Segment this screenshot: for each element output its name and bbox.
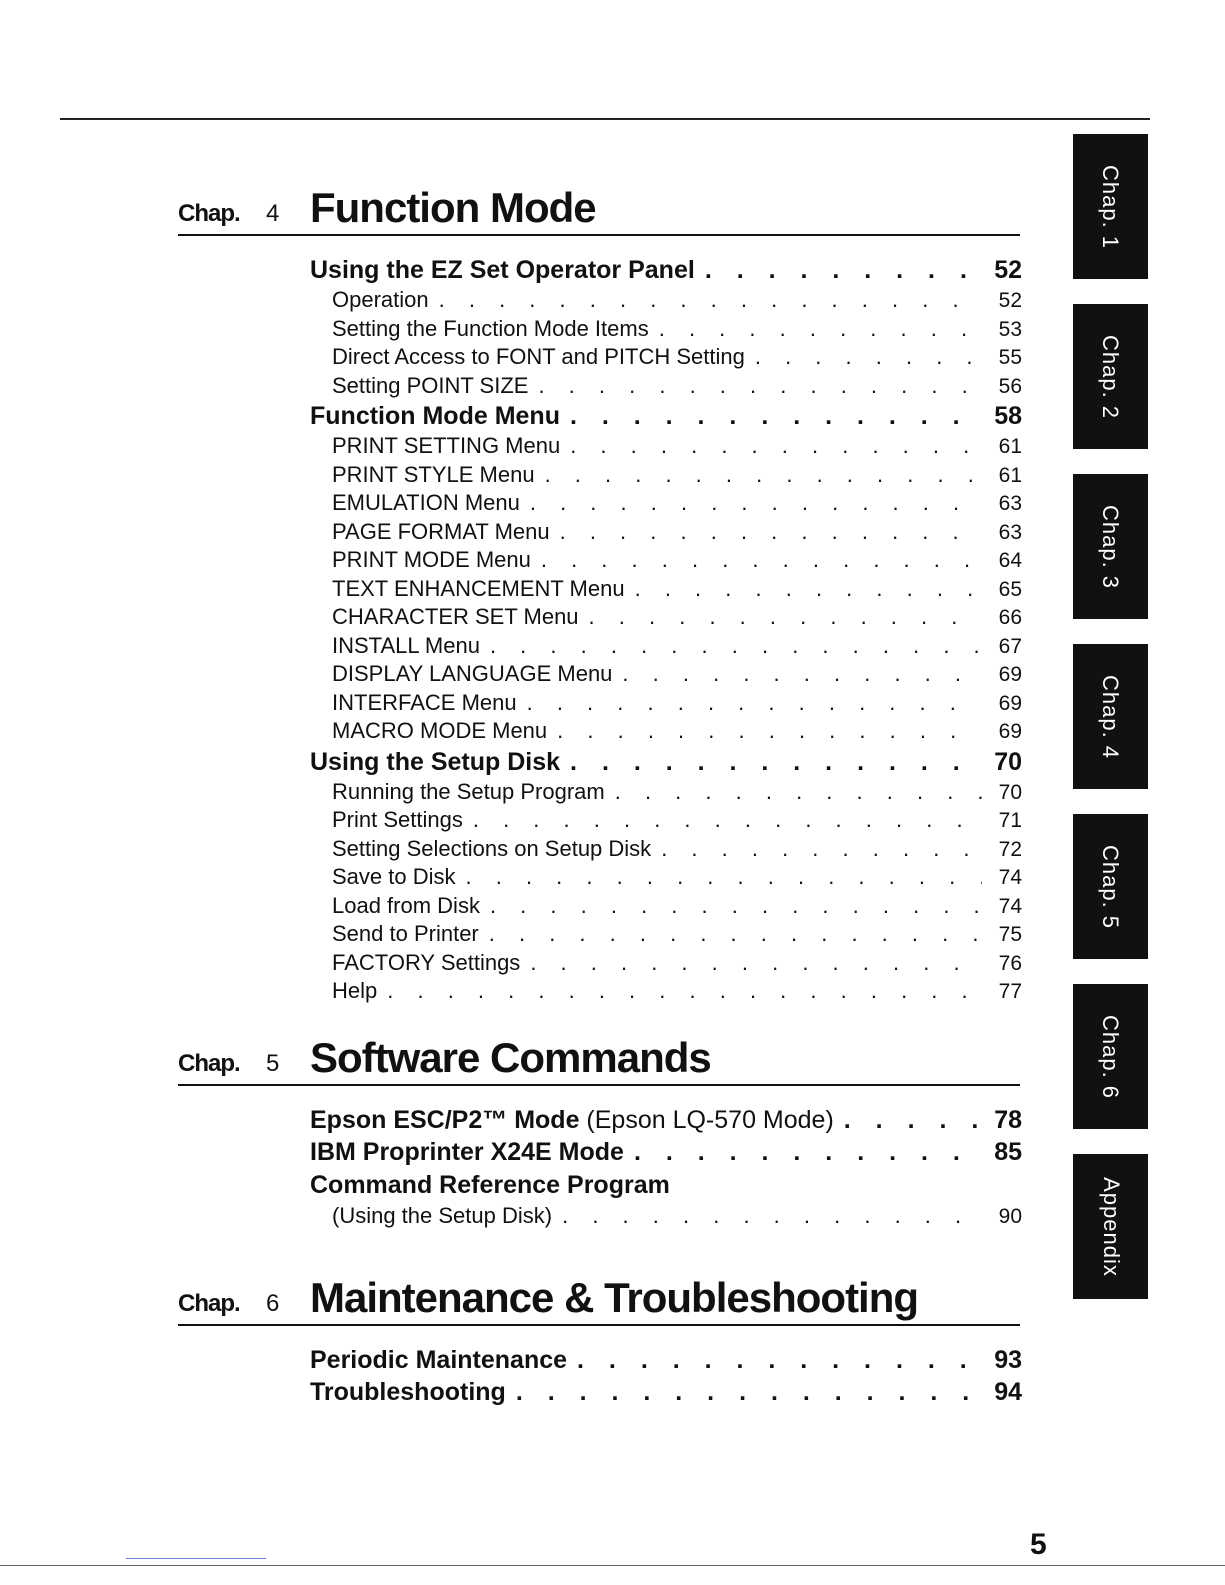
toc-entry[interactable] [310,315,1022,344]
toc-entry-title-text: Print Settings [332,807,463,832]
toc-entry-title [310,1344,577,1376]
dot-leader [560,518,982,547]
dot-leader [661,835,982,864]
toc-entry-title-text: Save to Disk [332,864,456,889]
toc-entry[interactable] [310,806,1022,835]
toc-entry-title [332,660,622,689]
toc-entry-page: 63 [998,492,1022,515]
dot-leader [570,400,982,432]
dot-leader [545,461,982,490]
chapter-tab[interactable] [1073,644,1148,789]
toc-entry[interactable] [310,660,1022,689]
dot-leader [490,892,982,921]
toc-entry-title-text: INTERFACE Menu [332,689,517,715]
toc-entry[interactable] [310,689,1022,718]
toc-entry-title-text: Troubleshooting [310,1378,506,1406]
toc-entry-page: 85 [994,1138,1022,1166]
dot-leader [439,286,982,315]
toc-entry-title-text: Periodic Maintenance [310,1346,568,1374]
toc-entry-title [332,518,560,547]
toc-entry-page: 53 [998,317,1022,341]
toc-entry-title-text: Setting POINT SIZE [332,372,529,398]
toc-entry-page: 74 [998,866,1022,889]
dot-leader [516,1376,982,1408]
toc-entry-title [332,315,659,344]
dot-leader [570,432,982,461]
toc-entry-title [332,461,545,490]
dot-leader [557,717,982,746]
toc-entry[interactable] [310,343,1022,372]
toc-entry-title [332,432,570,461]
toc-entry-page: 75 [998,923,1022,946]
dot-leader [615,778,982,807]
chapter-heading [178,1034,1020,1086]
toc-entry-title-text: (Using the Setup Disk) [332,1203,553,1228]
toc-entry[interactable] [310,1344,1022,1376]
toc-entry-title [332,835,661,864]
toc-entry-page: 58 [994,402,1022,430]
toc-entry-title [332,949,530,978]
toc-entry[interactable] [310,546,1022,575]
bottom-rule-blue [126,1558,266,1559]
toc-entry[interactable] [310,977,1022,1006]
toc-entry-page: 55 [998,346,1022,369]
toc-entry[interactable] [310,575,1022,604]
toc-entry-page: 52 [994,256,1022,284]
toc-entry-title [332,632,490,661]
toc-entry-title [332,689,527,718]
toc-entry-page: 69 [998,720,1022,743]
dot-leader [530,489,982,518]
toc-entry-title [310,254,705,286]
chapter-tab-label: Chap. 4 [1098,674,1124,759]
toc-entry-title [310,1104,844,1136]
toc-entry-title [332,1202,562,1231]
toc-entry-title-text: PAGE FORMAT Menu [332,518,550,544]
dot-leader [634,1136,982,1168]
toc-entry-title [332,863,466,892]
toc-entry-title [332,343,755,372]
toc-entry[interactable] [310,286,1022,315]
toc-entry[interactable] [310,400,1022,432]
toc-entry-page: 67 [998,634,1022,658]
chapter-tab[interactable] [1073,304,1148,449]
toc-entry[interactable] [310,1104,1022,1136]
chapter-heading [178,1274,1020,1326]
chapter-section [178,184,1022,1006]
toc-entry-title-text: Epson ESC/P2™ Mode [310,1106,580,1134]
chapter-tab-label: Chap. 2 [1098,334,1124,419]
toc-entry[interactable] [310,1376,1022,1408]
toc-entry-title [332,717,557,746]
bottom-rule [0,1565,1225,1566]
toc-entry-page: 64 [998,549,1022,572]
entry-list [310,254,1022,1006]
toc-entry-title [332,546,541,575]
toc-entry[interactable] [310,863,1022,892]
toc-entry-title-text: INSTALL Menu [332,632,480,658]
chapter-section [178,1274,1022,1408]
toc-entry-title [310,1376,516,1408]
toc-entry-title [332,575,635,604]
dot-leader [562,1202,982,1231]
toc-entry-page: 71 [998,809,1022,832]
top-rule [60,118,1150,120]
toc-entry[interactable] [310,949,1022,978]
chapter-number: 5 [266,1050,280,1077]
toc-entry[interactable] [310,254,1022,286]
toc-entry-title-text: Direct Access to FONT and PITCH Setting [332,344,745,369]
toc-entry-title-text: Using the EZ Set Operator Panel [310,256,695,284]
chapter-tab-label: Chap. 5 [1098,844,1124,929]
toc-entry-title [332,372,538,401]
toc-entry[interactable] [310,1136,1022,1168]
dot-leader [538,372,982,401]
toc-entry-page: 77 [998,980,1022,1003]
chapter-tab-label: Chap. 3 [1098,504,1124,589]
toc-entry-title-text: Help [332,978,378,1003]
toc-entry-title [332,806,473,835]
toc-entry-page: 61 [998,463,1022,487]
toc-entry-title-text: Command Reference Program [310,1171,670,1199]
dot-leader [541,546,982,575]
toc-entry[interactable] [310,1202,1022,1231]
toc-entry-title-text: Operation [332,287,429,312]
toc-entry-page: 56 [998,374,1022,398]
dot-leader [844,1104,982,1136]
dot-leader [387,977,982,1006]
chapter-title: Maintenance & Troubleshooting [310,1274,919,1321]
toc-entry-title [310,1136,634,1168]
chapter-title: Software Commands [310,1034,711,1081]
toc-entry[interactable] [310,892,1022,921]
toc-entry[interactable] [310,746,1022,778]
toc-entry[interactable] [310,1168,1022,1202]
toc-entry-title-text: CHARACTER SET Menu [332,604,579,629]
chapter-number: 6 [266,1290,280,1317]
chapter-section [178,1034,1022,1231]
toc-entry-title-text: TEXT ENHANCEMENT Menu [332,575,625,601]
toc-entry-title-text: Setting the Function Mode Items [332,315,649,341]
toc-entry[interactable] [310,603,1022,632]
chapter-number: 4 [266,200,280,227]
toc-entry-title [332,286,439,315]
toc-entry-page: 61 [998,435,1022,458]
toc-entry-page: 69 [998,691,1022,715]
toc-entry-title [310,746,570,778]
dot-leader [489,920,982,949]
toc-entry-subtitle: (Epson LQ-570 Mode) [579,1106,834,1134]
toc-entry[interactable] [310,372,1022,401]
chapter-tab[interactable] [1073,814,1148,959]
toc-entry[interactable] [310,632,1022,661]
toc-entry-title [332,603,589,632]
toc-entry-page: 70 [998,780,1022,804]
toc-entry-title-text: Send to Printer [332,921,479,946]
toc-entry-title-text: DISPLAY LANGUAGE Menu [332,661,613,686]
toc-entry-page: 76 [998,951,1022,975]
toc-entry-title-text: FACTORY Settings [332,949,521,975]
dot-leader [570,746,982,778]
toc-entry-title [332,778,615,807]
chapter-heading [178,184,1020,236]
toc-entry-page: 65 [998,577,1022,601]
toc-entry-page: 70 [994,747,1022,776]
toc-entry-title-text: PRINT SETTING Menu [332,433,561,458]
toc-entry-title-text: MACRO MODE Menu [332,718,548,743]
chapter-tab-label: Chap. 1 [1098,164,1124,249]
dot-leader [622,660,982,689]
dot-leader [635,575,982,604]
chapter-tab[interactable] [1073,134,1148,279]
chapter-tab-label: Chap. 6 [1098,1014,1124,1099]
dot-leader [530,949,982,978]
chapter-label: Chap. [178,1050,240,1077]
toc-entry[interactable] [310,432,1022,461]
toc-entry-title-text: EMULATION Menu [332,490,520,515]
chapter-label: Chap. [178,1290,240,1317]
dot-leader [755,343,982,372]
dot-leader [589,603,982,632]
toc-entry-title [310,400,570,432]
dot-leader [490,632,982,661]
chapter-tab-label: Appendix [1098,1176,1124,1277]
toc-entry[interactable] [310,489,1022,518]
toc-entry[interactable] [310,835,1022,864]
toc-entry-page: 78 [994,1106,1022,1134]
page-number: 5 [1030,1528,1047,1561]
toc-entry-page: 90 [998,1205,1022,1228]
chapter-tab[interactable] [1073,1154,1148,1299]
toc-entry[interactable] [310,518,1022,547]
toc-entry-page: 63 [998,520,1022,544]
toc-entry-page: 66 [998,606,1022,629]
toc-entry-title [332,489,530,518]
toc-entry-page: 94 [994,1378,1022,1406]
toc-entry-title-text: Setting Selections on Setup Disk [332,835,652,861]
toc-entry-page: 74 [998,894,1022,918]
toc-entry-page: 72 [998,837,1022,861]
toc-entry-title-text: Load from Disk [332,892,480,918]
toc-entry-page: 93 [994,1346,1022,1374]
toc-entry-title-text: IBM Proprinter X24E Mode [310,1138,624,1166]
chapter-tab[interactable] [1073,474,1148,619]
entry-list [310,1104,1022,1231]
toc-entry-title [332,920,489,949]
chapter-label: Chap. [178,200,240,227]
chapter-tab[interactable] [1073,984,1148,1129]
toc-entry[interactable] [310,717,1022,746]
toc-entry-page: 69 [998,663,1022,686]
toc-entry-page: 52 [998,289,1022,312]
toc-entry-title-text: Using the Setup Disk [310,747,561,776]
dot-leader [527,689,982,718]
toc-entry-title [332,892,490,921]
toc-entry-title-text: PRINT STYLE Menu [332,461,535,487]
dot-leader [577,1344,982,1376]
entry-list [310,1344,1022,1408]
dot-leader [659,315,982,344]
toc-entry[interactable] [310,778,1022,807]
dot-leader [473,806,982,835]
toc-entry[interactable] [310,461,1022,490]
toc-entry-title-text: Running the Setup Program [332,778,605,804]
toc-entry-title-text: Function Mode Menu [310,402,560,430]
toc-entry-title [310,1168,680,1202]
toc-entry[interactable] [310,920,1022,949]
toc-entry-title [332,977,387,1006]
dot-leader [466,863,983,892]
dot-leader [705,254,982,286]
toc-entry-title-text: PRINT MODE Menu [332,547,531,572]
chapter-title: Function Mode [310,184,596,231]
